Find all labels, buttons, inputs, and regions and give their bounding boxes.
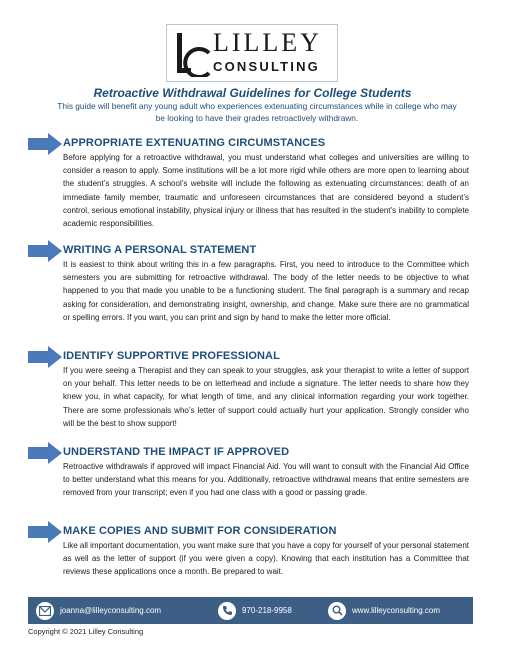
contact-footer-bar — [28, 597, 473, 624]
section-heading: WRITING A PERSONAL STATEMENT — [63, 244, 257, 256]
section-body: Like all important documentation, you want make sure that you have a copy for yourself of your personal statement as well as the letter of support (if you were given a copy). Knowing that each institution has a Committee that reviews these applications once a month. Be prepared to wait. — [63, 541, 469, 577]
phone-text: 970-218-9958 — [242, 606, 292, 615]
arrow-right-icon — [28, 521, 62, 543]
arrow-right-icon — [28, 240, 62, 262]
document-title: Retroactive Withdrawal Guidelines for College Students — [93, 86, 412, 100]
logo-mark-icon — [173, 31, 213, 77]
arrow-right-icon — [28, 133, 62, 155]
email-text: joanna@lilleyconsulting.com — [60, 606, 162, 615]
section-heading: UNDERSTAND THE IMPACT IF APPROVED — [63, 446, 290, 458]
section-body: It is easiest to think about writing this in a few paragraphs. First, you need to introduce to the Committee which semesters you are submitting for retroactive withdrawal. The body of the letter needs to be objective to what happened to you that made you unable to be a functioning student. The final paragraph is a summary and recap asking for consideration, and demonstrating insight, ownership, and change. Make sure there are no grammatical or spelling errors. If you want, you can print and sign by hand to make the letter more official. — [63, 260, 469, 322]
footer-email[interactable] — [36, 597, 161, 624]
section-body: Retroactive withdrawals if approved will impact Financial Aid. You will want to consult with the Financial Aid Office to better understand what this means for you. Additionally, retroactive withdrawal means that entire semesters are removed from your transcript; even if you had one class with a good or passing grade. — [63, 462, 469, 498]
email-icon — [36, 602, 54, 620]
section-heading: MAKE COPIES AND SUBMIT FOR CONSIDERATION — [63, 525, 337, 537]
phone-icon — [218, 602, 236, 620]
section-body: Before applying for a retroactive withdrawal, you must understand what colleges and universities are willing to consider a reason to apply. Some institutions will be a lot more rigid while others are more open to learning about the student’s struggles. A school’s website will include the following as extenuating circumstances: death of an immediate family member, traumatic and unforeseen circumstances that are considered beyond a student’s control, serious emotional instability, physical injury or illness that has resulted in the student’s inability to complete academic responsibilities. — [63, 153, 469, 229]
footer-phone[interactable] — [218, 597, 292, 624]
section-body: If you were seeing a Therapist and they can speak to your struggles, ask your therapist to write a letter of support on your behalf. This letter needs to be on letterhead and include a signature. The letter needs to share how they knew you, in what capacity, for what length of time, and any clinical information regarding your work together. There are some professionals who’s letter of support could actually hurt your application. Strongly consider who will be the best to show support! — [63, 366, 469, 428]
arrow-right-icon — [28, 442, 62, 464]
section-heading: APPROPRIATE EXTENUATING CIRCUMSTANCES — [63, 137, 326, 149]
search-globe-icon — [328, 602, 346, 620]
arrow-right-icon — [28, 346, 62, 368]
copyright-notice: Copyright © 2021 Lilley Consulting — [28, 627, 144, 636]
logo-subtext: CONSULTING — [213, 59, 320, 74]
logo-box — [166, 24, 338, 82]
section-heading: IDENTIFY SUPPORTIVE PROFESSIONAL — [63, 350, 280, 362]
website-text: www.lilleyconsulting.com — [352, 606, 441, 615]
footer-website[interactable] — [328, 597, 440, 624]
logo-wordmark: LILLEY — [213, 28, 322, 57]
document-subtitle: This guide will benefit any young adult who experiences extenuating circumstances while in college who may be looking to have their grades retroactively withdrawn. — [57, 101, 457, 123]
